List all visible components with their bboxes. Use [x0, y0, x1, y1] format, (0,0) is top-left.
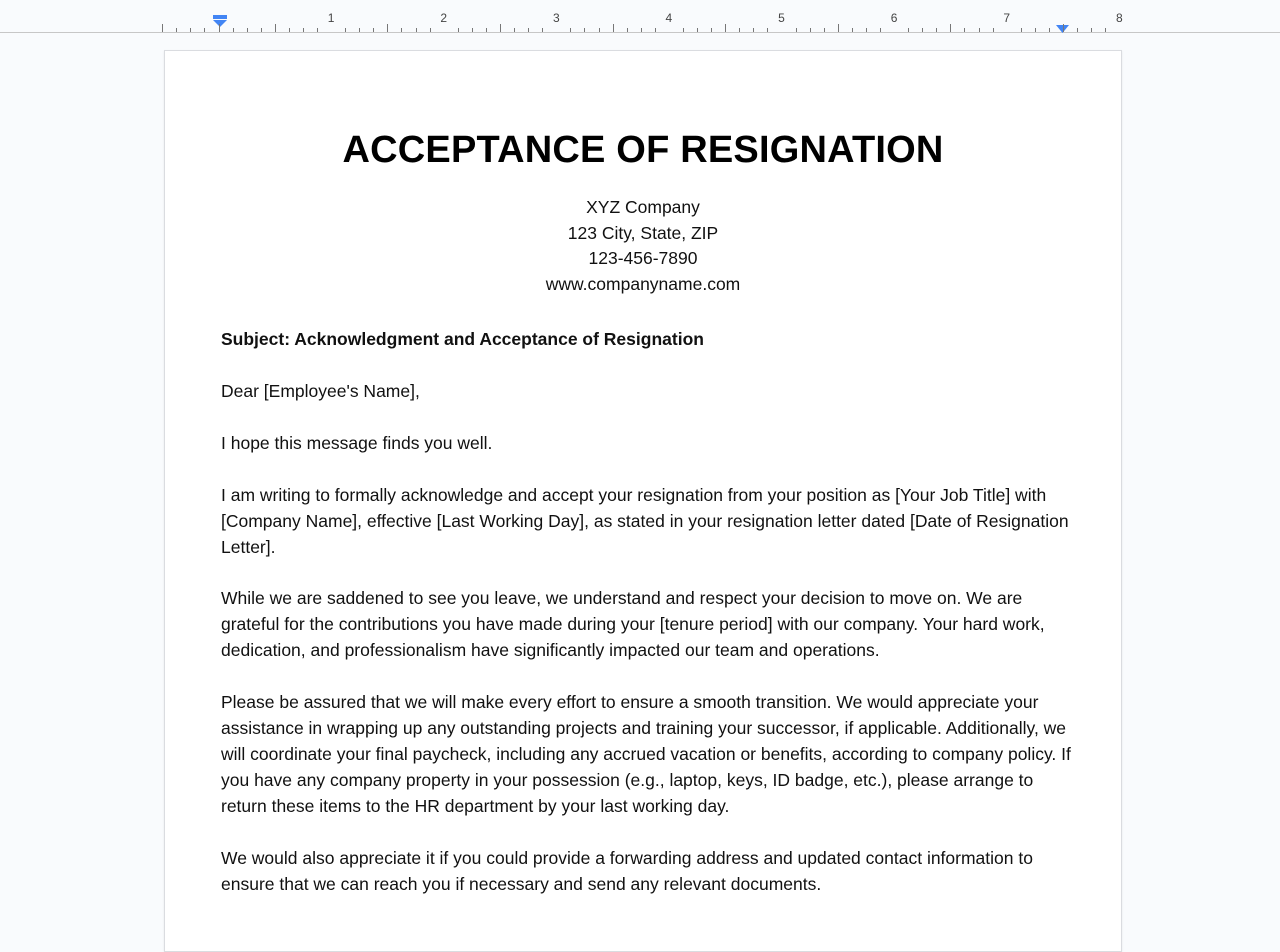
ruler-tick: [922, 28, 923, 32]
ruler-tick: [1063, 24, 1064, 32]
ruler-tick: [838, 24, 839, 32]
ruler-tick: [964, 28, 965, 32]
ruler-tick: [1105, 28, 1106, 32]
ruler-number: 6: [890, 11, 898, 25]
ruler-tick: [753, 28, 754, 32]
company-address: 123 City, State, ZIP: [567, 222, 719, 243]
ruler-tick: [162, 24, 163, 32]
ruler-tick: [1049, 28, 1050, 32]
ruler-tick: [1021, 28, 1022, 32]
ruler-tick: [711, 28, 712, 32]
letter-body: [221, 327, 1073, 924]
ruler-tick: [317, 28, 318, 32]
ruler-tick: [810, 28, 811, 32]
ruler-tick: [584, 28, 585, 32]
subject-line: Subject: Acknowledgment and Acceptance of Resignation: [221, 329, 704, 349]
ruler-tick: [204, 28, 205, 32]
paragraph: I am writing to formally acknowledge and accept your resignation from your position as [Your Job Title] with [Company Name], effective [Last Working Day], as stated in your resignation letter dated [Date of Resignation Letter].: [221, 484, 1069, 557]
ruler-tick: [641, 28, 642, 32]
ruler-tick: [430, 28, 431, 32]
ruler-number: 4: [665, 11, 673, 25]
ruler-tick: [993, 28, 994, 32]
ruler-tick: [725, 24, 726, 32]
ruler-tick: [936, 28, 937, 32]
ruler-number: 3: [552, 11, 560, 25]
company-phone: 123-456-7890: [588, 248, 698, 269]
ruler-tick: [824, 28, 825, 32]
salutation: Dear [Employee's Name],: [221, 380, 420, 401]
ruler-tick: [1091, 28, 1092, 32]
ruler-tick: [908, 28, 909, 32]
ruler-tick: [570, 28, 571, 32]
ruler-tick: [627, 28, 628, 32]
ruler-number: 8: [1115, 11, 1123, 25]
ruler-tick: [261, 28, 262, 32]
ruler-tick: [233, 28, 234, 32]
ruler-tick: [796, 28, 797, 32]
ruler-tick: [528, 28, 529, 32]
ruler-tick: [275, 24, 276, 32]
ruler-tick: [866, 28, 867, 32]
ruler-tick: [289, 28, 290, 32]
ruler-number: 1: [327, 11, 335, 25]
ruler-tick: [514, 28, 515, 32]
ruler-tick: [359, 28, 360, 32]
ruler-tick: [1077, 28, 1078, 32]
ruler-tick: [852, 28, 853, 32]
ruler-tick: [416, 28, 417, 32]
ruler-tick: [345, 28, 346, 32]
ruler-tick: [176, 28, 177, 32]
company-name: XYZ Company: [586, 197, 700, 217]
ruler-tick: [655, 28, 656, 32]
ruler-tick: [486, 28, 487, 32]
ruler-tick: [500, 24, 501, 32]
ruler-tick: [472, 28, 473, 32]
ruler-tick: [190, 28, 191, 32]
horizontal-ruler[interactable]: [0, 0, 1280, 33]
ruler-tick: [950, 24, 951, 32]
paragraph: I hope this message finds you well.: [221, 432, 493, 453]
ruler-tick: [387, 24, 388, 32]
ruler-tick: [739, 28, 740, 32]
ruler-number: 5: [778, 11, 785, 25]
ruler-tick: [683, 28, 684, 32]
left-indent-marker-icon[interactable]: [213, 14, 227, 32]
ruler-number: 7: [1003, 11, 1011, 25]
ruler-tick: [697, 28, 698, 32]
company-website: www.companyname.com: [545, 274, 741, 295]
ruler-tick: [401, 28, 402, 32]
ruler-tick: [880, 28, 881, 32]
ruler-tick: [767, 28, 768, 32]
ruler-tick: [979, 28, 980, 32]
paragraph: We would also appreciate it if you could provide a forwarding address and updated contact information to ensure that we can reach you if necessary and send any relevant documents.: [221, 847, 1033, 894]
ruler-tick: [599, 28, 600, 32]
ruler-tick: [1035, 28, 1036, 32]
company-header: [165, 195, 1121, 298]
document-page[interactable]: [164, 50, 1122, 952]
ruler-tick: [373, 28, 374, 32]
ruler-tick: [458, 28, 459, 32]
ruler-tick: [303, 28, 304, 32]
ruler-number: 2: [440, 11, 448, 25]
document-title: ACCEPTANCE OF RESIGNATION: [342, 129, 944, 171]
ruler-tick: [542, 28, 543, 32]
ruler-tick: [247, 28, 248, 32]
paragraph: Please be assured that we will make every effort to ensure a smooth transition. We would appreciate your assistance in wrapping up any outstanding projects and training your successor, if applicable. Additionally, we will coordinate your final paycheck, including any accrued vacation or benefits, according to company policy. If you have any company property in your possession (e.g., laptop, keys, ID badge, etc.), please arrange to return these items to the HR department by your last working day.: [221, 692, 1071, 816]
ruler-tick: [219, 24, 220, 32]
paragraph: While we are saddened to see you leave, we understand and respect your decision to move on. We are grateful for the contributions you have made during your [tenure period] with our company. Your hard work, dedication, and professionalism have significantly impacted our team and operations.: [221, 588, 1045, 661]
ruler-tick: [613, 24, 614, 32]
